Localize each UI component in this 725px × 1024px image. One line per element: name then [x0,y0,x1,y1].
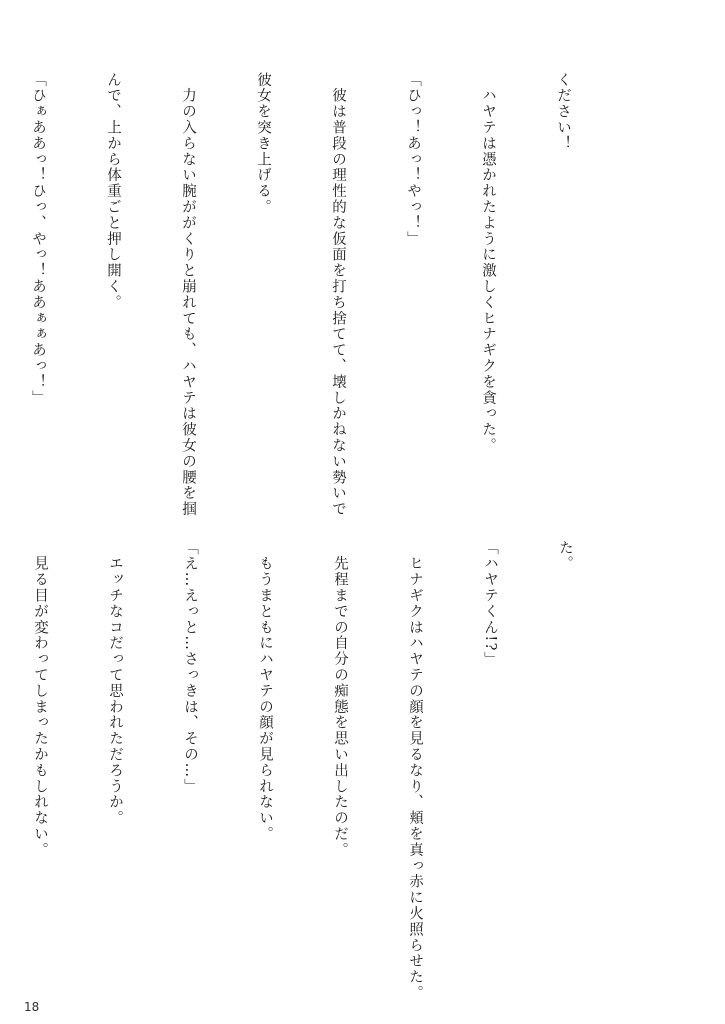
text-block-bottom [0,540,627,1002]
text-line: 彼女を突き上げる。 [255,72,271,216]
text-line: もうまともにハヤテの顔が見られない。 [257,540,273,843]
text-line: 彼は普段の理性的な仮面を打ち捨てて、壊しかねない勢いで [330,72,346,518]
text-line: エッチなコだって思われただろうか。 [107,540,123,827]
text-line: んで、上から体重ごと押し開く。 [105,72,121,311]
page-number: 18 [24,1000,40,1014]
text-line: ヒナギクはハヤテの顔を見るなり、頬を真っ赤に火照らせた。 [407,540,423,1002]
text-block-top [0,72,625,518]
text-line: た。 [557,540,573,572]
text-line: 「ひぁああっ！ひっ、やっ！ああぁぁあっ！」 [30,72,46,406]
text-line: ください！ [555,72,571,152]
text-line: 「ハヤテくん!?」 [482,540,498,668]
text-line: 「え…えっと…さっきは、その…」 [182,540,198,795]
text-line: 見る目が変わってしまったかもしれない。 [32,540,48,858]
text-line: 先程までの自分の痴態を思い出したのだ。 [332,540,348,858]
text-line: ハヤテは憑かれたように激しくヒナギクを貪った。 [480,72,496,454]
text-line: 力の入らない腕ががくりと崩れても、ハヤテは彼女の腰を掴 [180,72,196,518]
text-line: 「ひっ！あっ！やっ！」 [405,72,421,247]
